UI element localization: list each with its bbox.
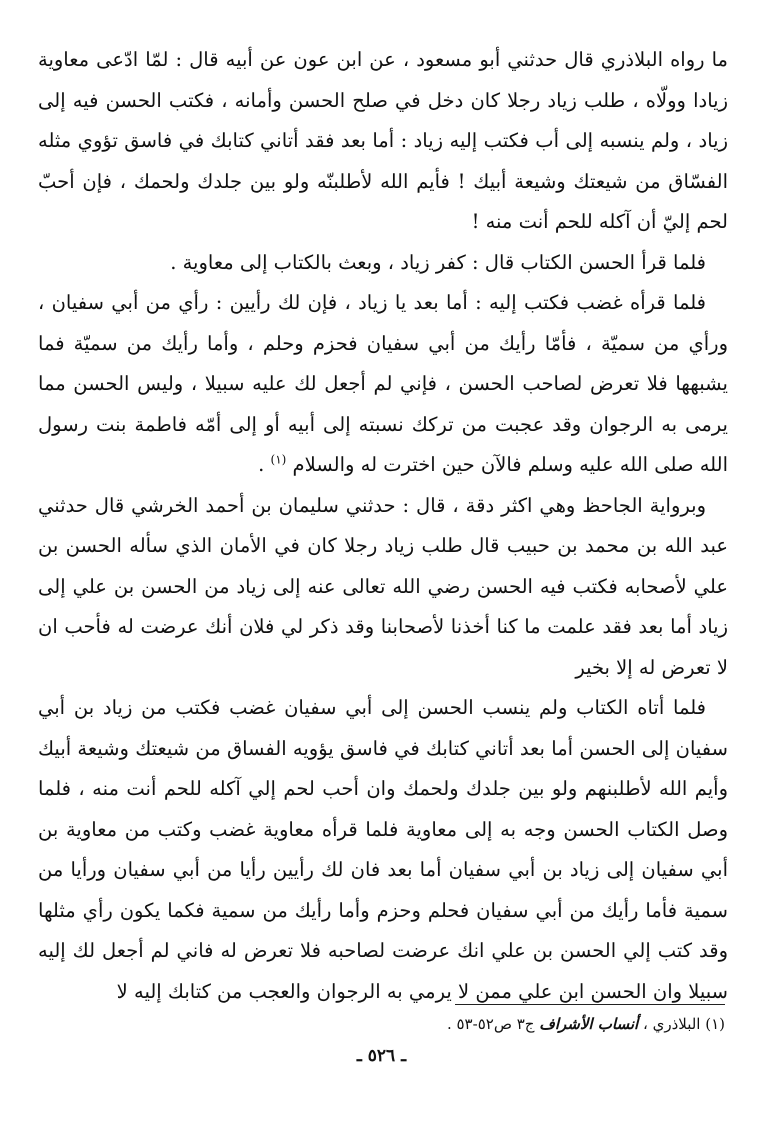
paragraph-5: فلما أتاه الكتاب ولم ينسب الحسن إلى أبي سفيان غضب فكتب من زياد بن أبي سفيان إلى الحسن أما بعد أتاني كتابك في فاسق يؤويه الفساق من شيعتك وشيعة أبيك وأيم الله لأطلبنهم ولو بين جلدك ولحمك وان أحب لحم إلي آكله للحم أنت منه ، فلما وصل الكتاب الحسن وجه به إلى معاوية فلما قرأه معاوية غضب وكتب من معاوية بن أبي سفيان إلى زياد بن أبي سفيان أما بعد فان لك رأيين رأيا من أبي سفيان ورأيا من سمية فأما رأيك من أبي سفيان فحلم وحزم وأما رأيك من سمية فكما يكون رأي مثلها وقد كتب إلي الحسن بن علي انك عرضت لصاحبه فلا تعرض له فاني لم أجعل لك إليه سبيلا وان الحسن ابن علي ممن لا يرمي به الرجوان والعجب من كتابك إليه لا [38, 696, 728, 1003]
paragraph-4: وبرواية الجاحظ وهي اكثر دقة ، قال : حدثني سليمان بن أحمد الخرشي قال حدثني عبد الله بن محمد بن حبيب قال طلب زياد رجلا كان في الأمان الذي سأله الحسن بن علي لأصحابه فكتب فيه الحسن رضي الله تعالى عنه إلى زياد من الحسن بن علي إلى زياد أما بعد فقد علمت ما كنا أخذنا لأصحابنا وقد ذكر لي فلان أنك عرضت له فأحب ان لا تعرض له إلا بخير [38, 493, 728, 679]
paragraph-3-end: . [258, 453, 265, 476]
footnote-prefix: (١) البلاذري ، [642, 1015, 725, 1033]
footnote-suffix: ج٣ ص٥٢-٥٣ . [446, 1015, 535, 1033]
footnote-marker: (١) [270, 452, 287, 467]
footnote [35, 1012, 725, 1036]
page-body [38, 40, 728, 1012]
paragraph-3-text: فلما قرأه غضب فكتب إليه : أما بعد يا زياد ، فإن لك رأيين : رأي من أبي سفيان ، ورأي من سميّة ، فأمّا رأيك من أبي سفيان فحزم وحلم ، وأما رأيك من سميّة فما يشبهها فلا تعرض لصاحب الحسن ، فإني لم أجعل لك عليه سبيلا ، وليس الحسن مما يرمى به الرجوان وقد عجبت من تركك نسبته إلى أبيه أو إلى أمّه فاطمة بنت رسول الله صلى الله عليه وسلم فالآن حين اخترت له والسلام [38, 291, 728, 476]
paragraph-3 [38, 283, 728, 486]
paragraph-2: فلما قرأ الحسن الكتاب قال : كفر زياد ، وبعث بالكتاب إلى معاوية . [170, 250, 706, 274]
paragraph-1: ما رواه البلاذري قال حدثني أبو مسعود ، عن ابن عون عن أبيه قال : لمّا ادّعى معاوية زيادا وولّاه ، طلب زياد رجلا كان دخل في صلح الحسن وأمانه ، فكتب الحسن فيه إلى زياد ، ولم ينسبه إلى أب فكتب إليه زياد : أما بعد فقد أتاني كتابك في فاسق تؤوي مثله الفسّاق من شيعتك وشيعة أبيك ! فأيم الله لأطلبنّه ولو بين جلدك ولحمك ، فإن أحبّ لحم إليّ أن آكله للحم أنت منه ! [38, 48, 728, 233]
page-number: ـ ٥٢٦ ـ [356, 1046, 407, 1066]
footnote-title: أنساب الأشراف [539, 1015, 639, 1033]
footnote-divider [455, 1004, 725, 1005]
